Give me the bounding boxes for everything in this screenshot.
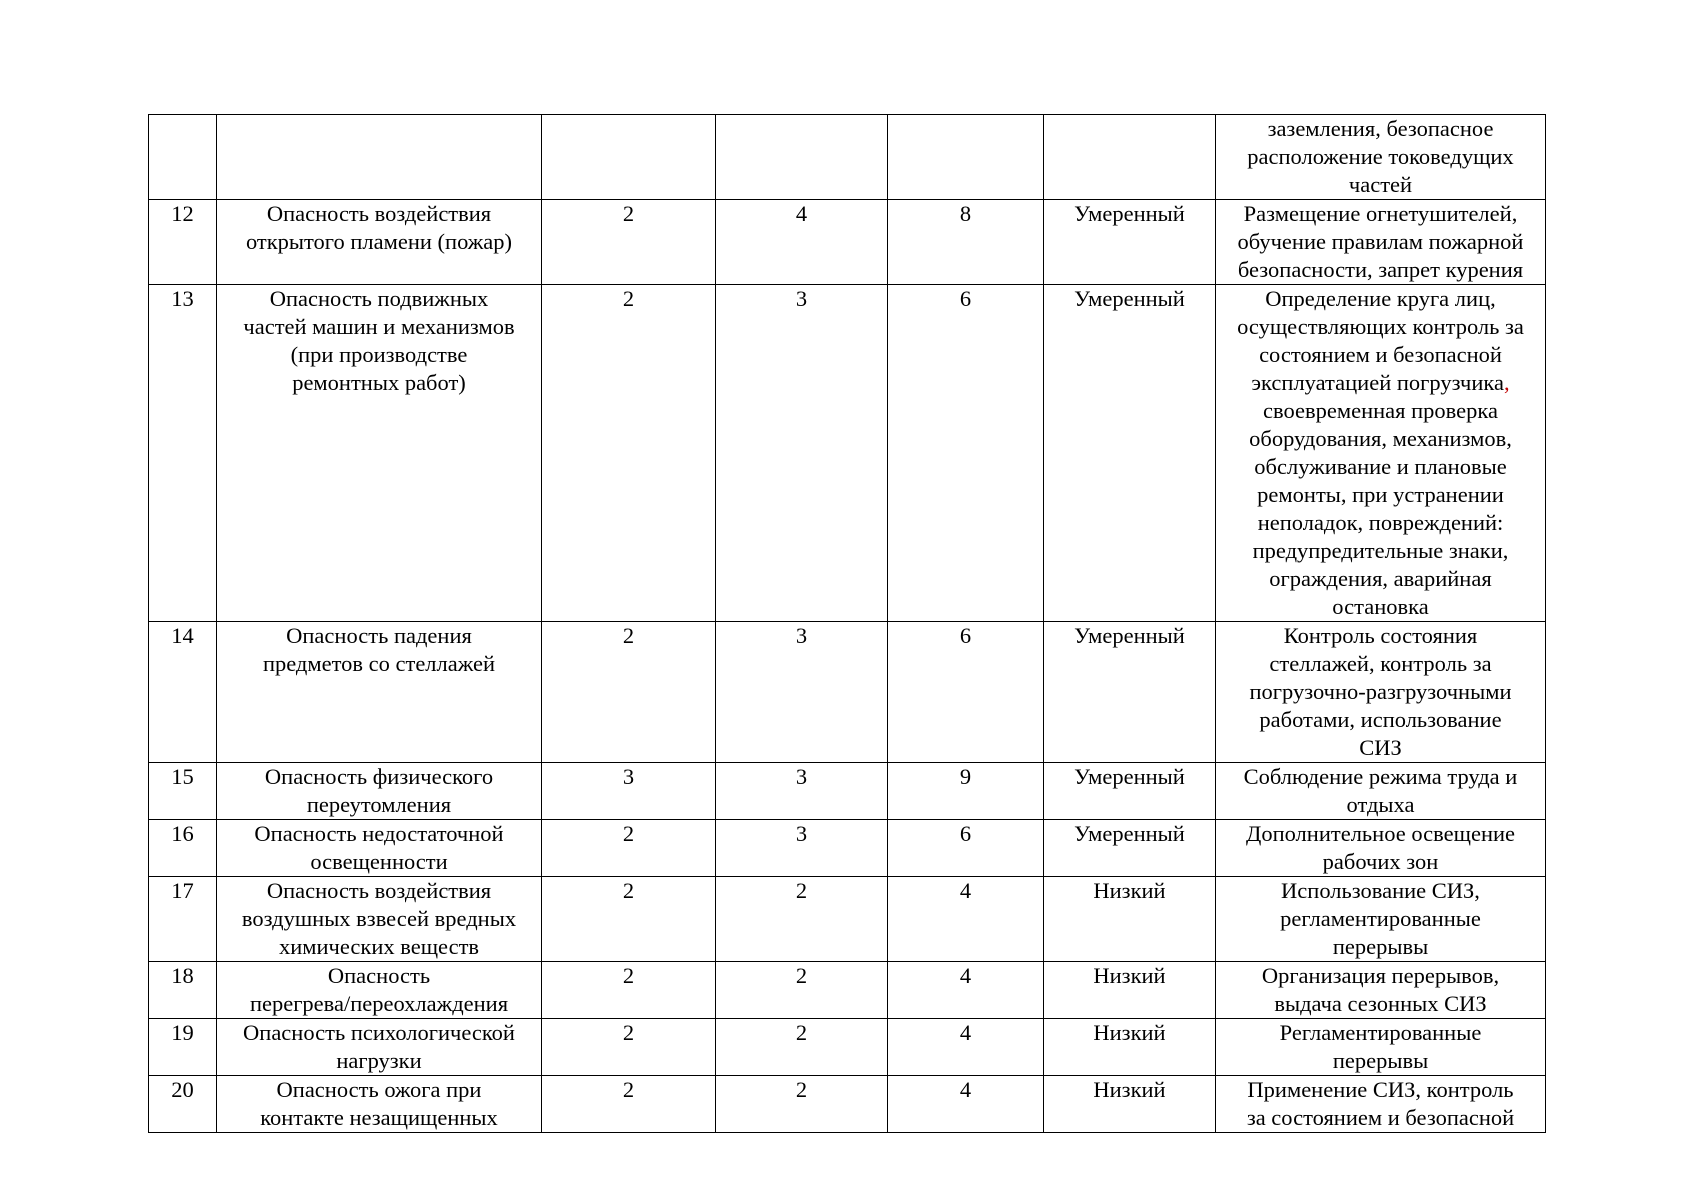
- probability-cell: 2: [542, 1076, 716, 1133]
- hazard-cell: Опасность перегрева/переохлаждения: [217, 962, 542, 1019]
- hazard-cell: [217, 115, 542, 200]
- score-cell: [888, 115, 1044, 200]
- measures-cell: Использование СИЗ, регламентированные перерывы: [1216, 877, 1546, 962]
- probability-cell: 2: [542, 200, 716, 285]
- probability-cell: 2: [542, 285, 716, 622]
- score-cell: 8: [888, 200, 1044, 285]
- severity-cell: 3: [716, 820, 888, 877]
- score-cell: 4: [888, 1019, 1044, 1076]
- red-comma: ,: [1503, 370, 1510, 395]
- hazard-cell: Опасность воздействия открытого пламени (пожар): [217, 200, 542, 285]
- risk-level-cell: Низкий: [1044, 962, 1216, 1019]
- hazard-cell: Опасность воздействия воздушных взвесей вредных химических веществ: [217, 877, 542, 962]
- measures-text-part: Определение круга лиц, осуществляющих контроль за состоянием и безопасной эксплуатацией погрузчика: [1237, 286, 1524, 395]
- severity-cell: 4: [716, 200, 888, 285]
- severity-cell: 2: [716, 1019, 888, 1076]
- score-cell: 6: [888, 820, 1044, 877]
- row-number-cell: 15: [149, 763, 217, 820]
- measures-cell: Соблюдение режима труда и отдыха: [1216, 763, 1546, 820]
- score-cell: 6: [888, 285, 1044, 622]
- risk-level-cell: Умеренный: [1044, 820, 1216, 877]
- severity-cell: 2: [716, 962, 888, 1019]
- score-cell: 6: [888, 622, 1044, 763]
- measures-cell: Дополнительное освещение рабочих зон: [1216, 820, 1546, 877]
- hazard-cell: Опасность недостаточной освещенности: [217, 820, 542, 877]
- risk-level-cell: Умеренный: [1044, 200, 1216, 285]
- severity-cell: [716, 115, 888, 200]
- risk-level-cell: Умеренный: [1044, 763, 1216, 820]
- measures-cell: Применение СИЗ, контроль за состоянием и безопасной: [1216, 1076, 1546, 1133]
- row-number-cell: 18: [149, 962, 217, 1019]
- hazard-cell: Опасность ожога при контакте незащищенных: [217, 1076, 542, 1133]
- risk-level-cell: Умеренный: [1044, 622, 1216, 763]
- score-cell: 4: [888, 962, 1044, 1019]
- score-cell: 4: [888, 1076, 1044, 1133]
- risk-level-cell: Низкий: [1044, 1076, 1216, 1133]
- table-row: [149, 820, 1546, 877]
- measures-cell: [1216, 285, 1546, 622]
- severity-cell: 3: [716, 763, 888, 820]
- risk-level-cell: [1044, 115, 1216, 200]
- table-row: [149, 962, 1546, 1019]
- table-row: [149, 622, 1546, 763]
- severity-cell: 2: [716, 1076, 888, 1133]
- table-row: [149, 763, 1546, 820]
- row-number-cell: [149, 115, 217, 200]
- measures-text-part: своевременная проверка оборудования, механизмов, обслуживание и плановые ремонты, при устранении неполадок, повреждений: предупредительные знаки, ограждения, аварийная остановка: [1249, 398, 1512, 619]
- risk-level-cell: Низкий: [1044, 1019, 1216, 1076]
- table-row: [149, 115, 1546, 200]
- risk-assessment-table: [148, 114, 1546, 1133]
- probability-cell: [542, 115, 716, 200]
- score-cell: 9: [888, 763, 1044, 820]
- hazard-cell: Опасность физического переутомления: [217, 763, 542, 820]
- row-number-cell: 17: [149, 877, 217, 962]
- hazard-cell: Опасность подвижных частей машин и механизмов (при производстве ремонтных работ): [217, 285, 542, 622]
- table-row: [149, 1076, 1546, 1133]
- risk-level-cell: Низкий: [1044, 877, 1216, 962]
- table-row: [149, 200, 1546, 285]
- measures-cell: Размещение огнетушителей, обучение правилам пожарной безопасности, запрет курения: [1216, 200, 1546, 285]
- row-number-cell: 20: [149, 1076, 217, 1133]
- measures-cell: Контроль состояния стеллажей, контроль за погрузочно-разгрузочными работами, использование СИЗ: [1216, 622, 1546, 763]
- severity-cell: 3: [716, 622, 888, 763]
- row-number-cell: 13: [149, 285, 217, 622]
- probability-cell: 2: [542, 1019, 716, 1076]
- row-number-cell: 16: [149, 820, 217, 877]
- table-row: [149, 285, 1546, 622]
- row-number-cell: 19: [149, 1019, 217, 1076]
- row-number-cell: 14: [149, 622, 217, 763]
- severity-cell: 3: [716, 285, 888, 622]
- probability-cell: 2: [542, 820, 716, 877]
- row-number-cell: 12: [149, 200, 217, 285]
- probability-cell: 2: [542, 962, 716, 1019]
- hazard-cell: Опасность падения предметов со стеллажей: [217, 622, 542, 763]
- measures-cell: Регламентированные перерывы: [1216, 1019, 1546, 1076]
- measures-cell: Организация перерывов, выдача сезонных СИЗ: [1216, 962, 1546, 1019]
- probability-cell: 2: [542, 622, 716, 763]
- hazard-cell: Опасность психологической нагрузки: [217, 1019, 542, 1076]
- risk-level-cell: Умеренный: [1044, 285, 1216, 622]
- table-row: [149, 877, 1546, 962]
- severity-cell: 2: [716, 877, 888, 962]
- score-cell: 4: [888, 877, 1044, 962]
- table-row: [149, 1019, 1546, 1076]
- probability-cell: 2: [542, 877, 716, 962]
- measures-cell: заземления, безопасное расположение токоведущих частей: [1216, 115, 1546, 200]
- probability-cell: 3: [542, 763, 716, 820]
